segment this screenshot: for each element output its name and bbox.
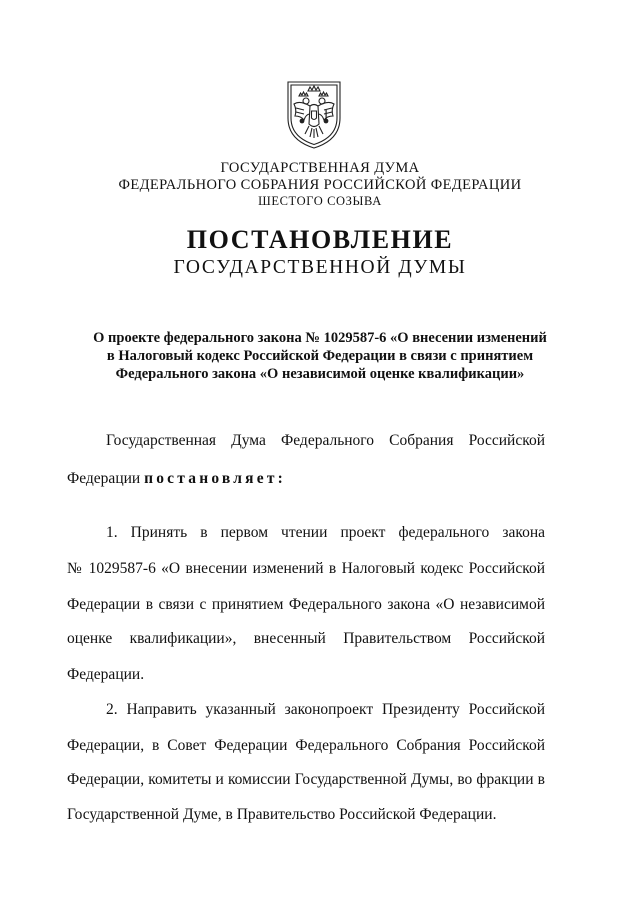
paragraph1-line: Федерации в связи с принятием Федерального закона «О независимой [67, 596, 545, 613]
preamble-line [67, 470, 545, 488]
paragraph1-line: № 1029587-6 «О внесении изменений в Налоговый кодекс Российской [67, 560, 545, 577]
paragraph1-line: Федерации. [67, 666, 145, 683]
decision-word: постановляет: [144, 470, 286, 487]
header-convocation: ШЕСТОГО СОЗЫВА [258, 194, 382, 208]
preamble-line: Государственная Дума Федерального Собрания Российской [106, 432, 545, 449]
document-subtitle: ГОСУДАРСТВЕННОЙ ДУМЫ [173, 257, 467, 278]
paragraph2-line: Федерации, комитеты и комиссии Государственной Думы, во фракции в [67, 771, 545, 788]
paragraph1-line: 1. Принять в первом чтении проект федерального закона [106, 524, 545, 541]
subject-line: в Налоговый кодекс Российской Федерации в связи с принятием [106, 348, 534, 364]
subject-line: Федерального закона «О независимой оценке квалификации» [115, 366, 525, 382]
header-parliament: ФЕДЕРАЛЬНОГО СОБРАНИЯ РОССИЙСКОЙ ФЕДЕРАЦИИ [118, 177, 522, 193]
subject-line: О проекте федерального закона № 1029587-6 «О внесении изменений [93, 330, 547, 346]
paragraph2-line: Государственной Думе, в Правительство Российской Федерации. [67, 806, 497, 823]
document-title: ПОСТАНОВЛЕНИЕ [186, 225, 454, 254]
paragraph2-line: Федерации, в Совет Федерации Федерального Собрания Российской [67, 737, 545, 754]
preamble-text: Федерации [67, 470, 145, 487]
paragraph1-line: оценке квалификации», внесенный Правительством Российской [67, 630, 545, 647]
paragraph2-line: 2. Направить указанный законопроект Президенту Российской [106, 701, 545, 718]
header-institution: ГОСУДАРСТВЕННАЯ ДУМА [220, 160, 420, 176]
coat-of-arms-emblem [284, 74, 344, 150]
